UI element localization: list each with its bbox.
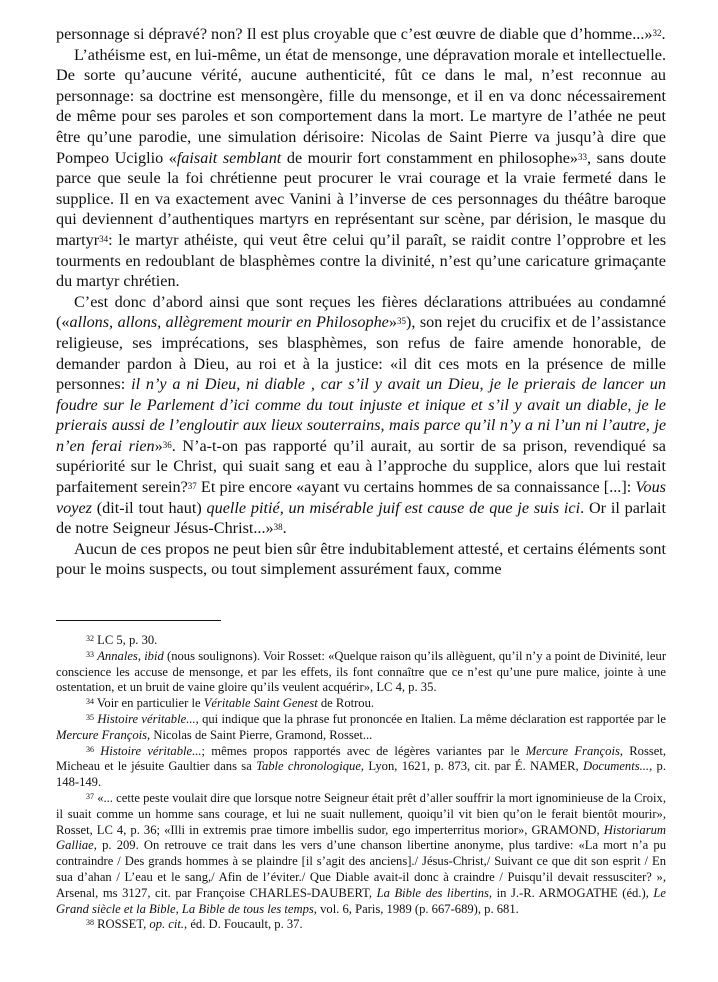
italic-text: faisait semblant	[176, 148, 282, 167]
text-run: , Lyon, 1621, p. 873, cit. par É. NAMER,	[360, 759, 583, 774]
italic-text: allons, allons, allègrement mourir en Philosophe	[69, 313, 389, 332]
text-run: ROSSET,	[94, 917, 150, 932]
text-run: . N’a-t-on pas rapporté qu’il aurait, au sortir de sa prison, revendiqué sa supériorité sur le Christ, qui suait sang et eau à l’approche du supplice, alors que lui restait parfaitement serein?	[56, 436, 666, 497]
footnote-ref: 33	[578, 151, 588, 162]
italic-text: op. cit.	[149, 917, 185, 932]
footnote-ref: 35	[86, 713, 94, 723]
text-run: , Nicolas de Saint Pierre, Gramond, Rosset...	[147, 727, 373, 742]
italic-text: Histoire véritable...	[100, 743, 202, 758]
footnote-ref: 37	[187, 481, 197, 492]
italic-text: Le Grand siècle et la Bible	[56, 885, 667, 916]
footnote-32	[56, 633, 666, 649]
footnote-ref: 38	[273, 522, 283, 533]
paragraph	[56, 24, 666, 45]
text-run: »	[154, 436, 163, 455]
italic-text: Documents...	[582, 759, 650, 774]
text-run: .	[282, 519, 287, 538]
text-run: , p. 148-149.	[56, 759, 666, 790]
text-run: : le martyr athéiste, qui veut être celui qu’il paraît, se raidit contre l’opprobre et les tourments en redoublant de blasphèmes contre la divinité, n’est qu’une caricature grimaçante du martyr chrétien.	[56, 230, 666, 291]
text-run: , vol. 6, Paris, 1989 (p. 667-689), p. 681.	[313, 901, 519, 916]
footnote-divider	[56, 620, 221, 621]
text-run: , in J.-R. ARMOGATHE (éd.),	[488, 885, 654, 900]
document-page	[56, 24, 666, 933]
footnote-ref: 38	[86, 918, 94, 928]
footnote-ref: 36	[86, 744, 94, 754]
footnotes	[56, 633, 666, 933]
text-run: personnage si dépravé? non? Il est plus croyable que c’est œuvre de diable que d’homme...»	[56, 25, 653, 43]
footnote-37	[56, 791, 666, 917]
text-run: de Rotrou.	[317, 696, 375, 711]
text-run: (dit-il tout haut)	[91, 498, 207, 517]
footnote-ref: 33	[86, 649, 94, 659]
text-run: ,	[175, 901, 182, 916]
text-run: , qui indique que la phrase fut prononcée en Italien. La même déclaration est rapportée par le	[195, 712, 666, 727]
footnote-ref: 35	[396, 316, 406, 327]
text-run: de mourir fort constamment en philosophe»	[281, 148, 579, 167]
text-run: ), son rejet du crucifix et de l’assistance religieuse, ses imprécations, ses blasphèmes, son refus de faire amende honorable, de demander pardon à Dieu, au roi et à la justice: «il dit ces mots en la présence de mille personnes:	[56, 313, 666, 394]
text-run: C’est donc d’abord ainsi que sont reçues les fières déclarations attribuées au condamné («	[56, 292, 666, 332]
text-run: , sans doute parce que seule la foi chrétienne peut procurer le vrai courage et la vraie fermeté dans le supplice. Il en va exactement avec Vanini à l’inverse de ces personnages du théâtre baroque qui deviennent d’authentiques martyrs en représentant sur scène, par dérision, le masque du martyr	[56, 148, 666, 249]
footnote-ref: 32	[652, 28, 662, 38]
text-run: Aucun de ces propos ne peut bien sûr être indubitablement attesté, et certains éléments sont pour le moins suspects, ou tout simplement assurément faux, comme	[56, 539, 667, 579]
main-text	[56, 24, 666, 580]
footnote-ref: 36	[162, 439, 172, 450]
footnote-33	[56, 649, 666, 696]
italic-text: Historiarum Galliae	[56, 822, 666, 853]
footnote-35	[56, 712, 666, 744]
text-run: L’athéisme est, en lui-même, un état de mensonge, une dépravation morale et intellectuelle. De sorte qu’aucune vérité, aucune authenticité, fût ce dans le mal, n’est reconnue au personnage: sa doctrine est mensongère, fille du mensonge, et il en va donc nécessairement de même pour ses paroles et son comportement dans la mort. Le martyre de l’athée ne peut être qu’une parodie, une simulation dérisoire: Nicolas de Saint Pierre va jusqu’à dire que Pompeo Uciglio «	[56, 45, 666, 167]
paragraph	[56, 292, 666, 539]
footnote-34	[56, 696, 666, 712]
text-run: ,	[137, 648, 145, 663]
text-run: LC 5, p. 30.	[94, 633, 158, 648]
italic-text: Mercure François	[56, 727, 148, 742]
italic-text: La Bible des libertins	[376, 885, 489, 900]
text-run: Et pire encore «ayant vu certains hommes de sa connaissance [...]:	[196, 478, 636, 497]
italic-text: Annales	[97, 648, 138, 663]
text-run: ; mêmes propos rapportés avec de légères variantes par le	[201, 743, 526, 758]
italic-text: Mercure François	[525, 743, 620, 758]
text-run: , éd. D. Foucault, p. 37.	[184, 917, 303, 932]
text-run: «... cette peste voulait dire que lorsque notre Seigneur était prêt d’aller souffrir la mort ignominieuse de la Croix, il suait comme un homme sans courage, et lui ne suait nullement, quoiqu’il vit bien qu’on le ferait bientôt mourir», Rosset, LC 4, p. 36; «Illi in extremis prae timore imbellis sudor, ego imperterritus morior», GRAMOND,	[56, 791, 666, 837]
italic-text: Véritable Saint Genest	[203, 696, 318, 711]
footnote-ref: 34	[99, 233, 109, 244]
footnote-ref: 34	[86, 697, 94, 707]
italic-text: Vous voyez	[56, 478, 666, 517]
italic-text: il n’y a ni Dieu, ni diable , car s’il y avait un Dieu, je le prierais de lancer un foudre sur le Parlement d’ici comme du tout injuste et inique et s’il y avait un diable, je le prierais aussi de l’engloutir aux lieux souterrains, mais parce qu’il n’y a ni l’un ni l’autre, je n’en ferai rien	[56, 375, 666, 455]
paragraph	[56, 45, 666, 292]
italic-text: Histoire véritable...	[97, 712, 196, 727]
text-run: (nous soulignons). Voir Rosset: «Quelque raison qu’ils allèguent, qu’il n’y a point de Divinité, leur conscience les accuse de mensonge, et par les effets, ils font connaître que ce n’est qu’une pure malice, jointe à une ostentation, et un bruit de vaine gloire qu’ils veulent acquérir», LC 4, p. 35.	[56, 648, 667, 695]
italic-text: ibid	[144, 648, 164, 663]
italic-text: Table chronologique	[256, 759, 361, 774]
italic-text: quelle pitié, un misérable juif est cause de que je suis ici	[206, 498, 581, 517]
text-run: , Rosset, Micheau et le jésuite Gaultier dans sa	[56, 743, 666, 774]
paragraph	[56, 539, 666, 580]
text-run: »	[388, 313, 397, 332]
footnote-ref: 37	[86, 792, 94, 801]
text-run: , p. 209. On retrouve ce trait dans les vers d’une chanson libertine anonyme, plus tardive: «La mort n’a pu contraindre / Des grands hommes à se plaindre [il s’agit des anciens]./ Jésus-Christ,/ Suivant ce que dit son esprit / En sua d’ahan / L’eau et le sang,/ Afin de l’éviter./ Que Diable avait-il donc à craindre / Puisqu’il devait ressusciter? », Arsenal, ms 3127, cit. par Françoise CHARLES-DAUBERT,	[56, 838, 666, 900]
footnote-38	[56, 917, 666, 933]
text-run: . Or il parlait de notre Seigneur Jésus-Christ...»	[56, 498, 667, 538]
text-run: .	[661, 25, 666, 43]
text-run: Voir en particulier le	[94, 696, 204, 711]
italic-text: La Bible de tous les temps	[181, 901, 314, 916]
footnote-ref: 32	[86, 634, 94, 644]
footnote-36	[56, 744, 666, 791]
